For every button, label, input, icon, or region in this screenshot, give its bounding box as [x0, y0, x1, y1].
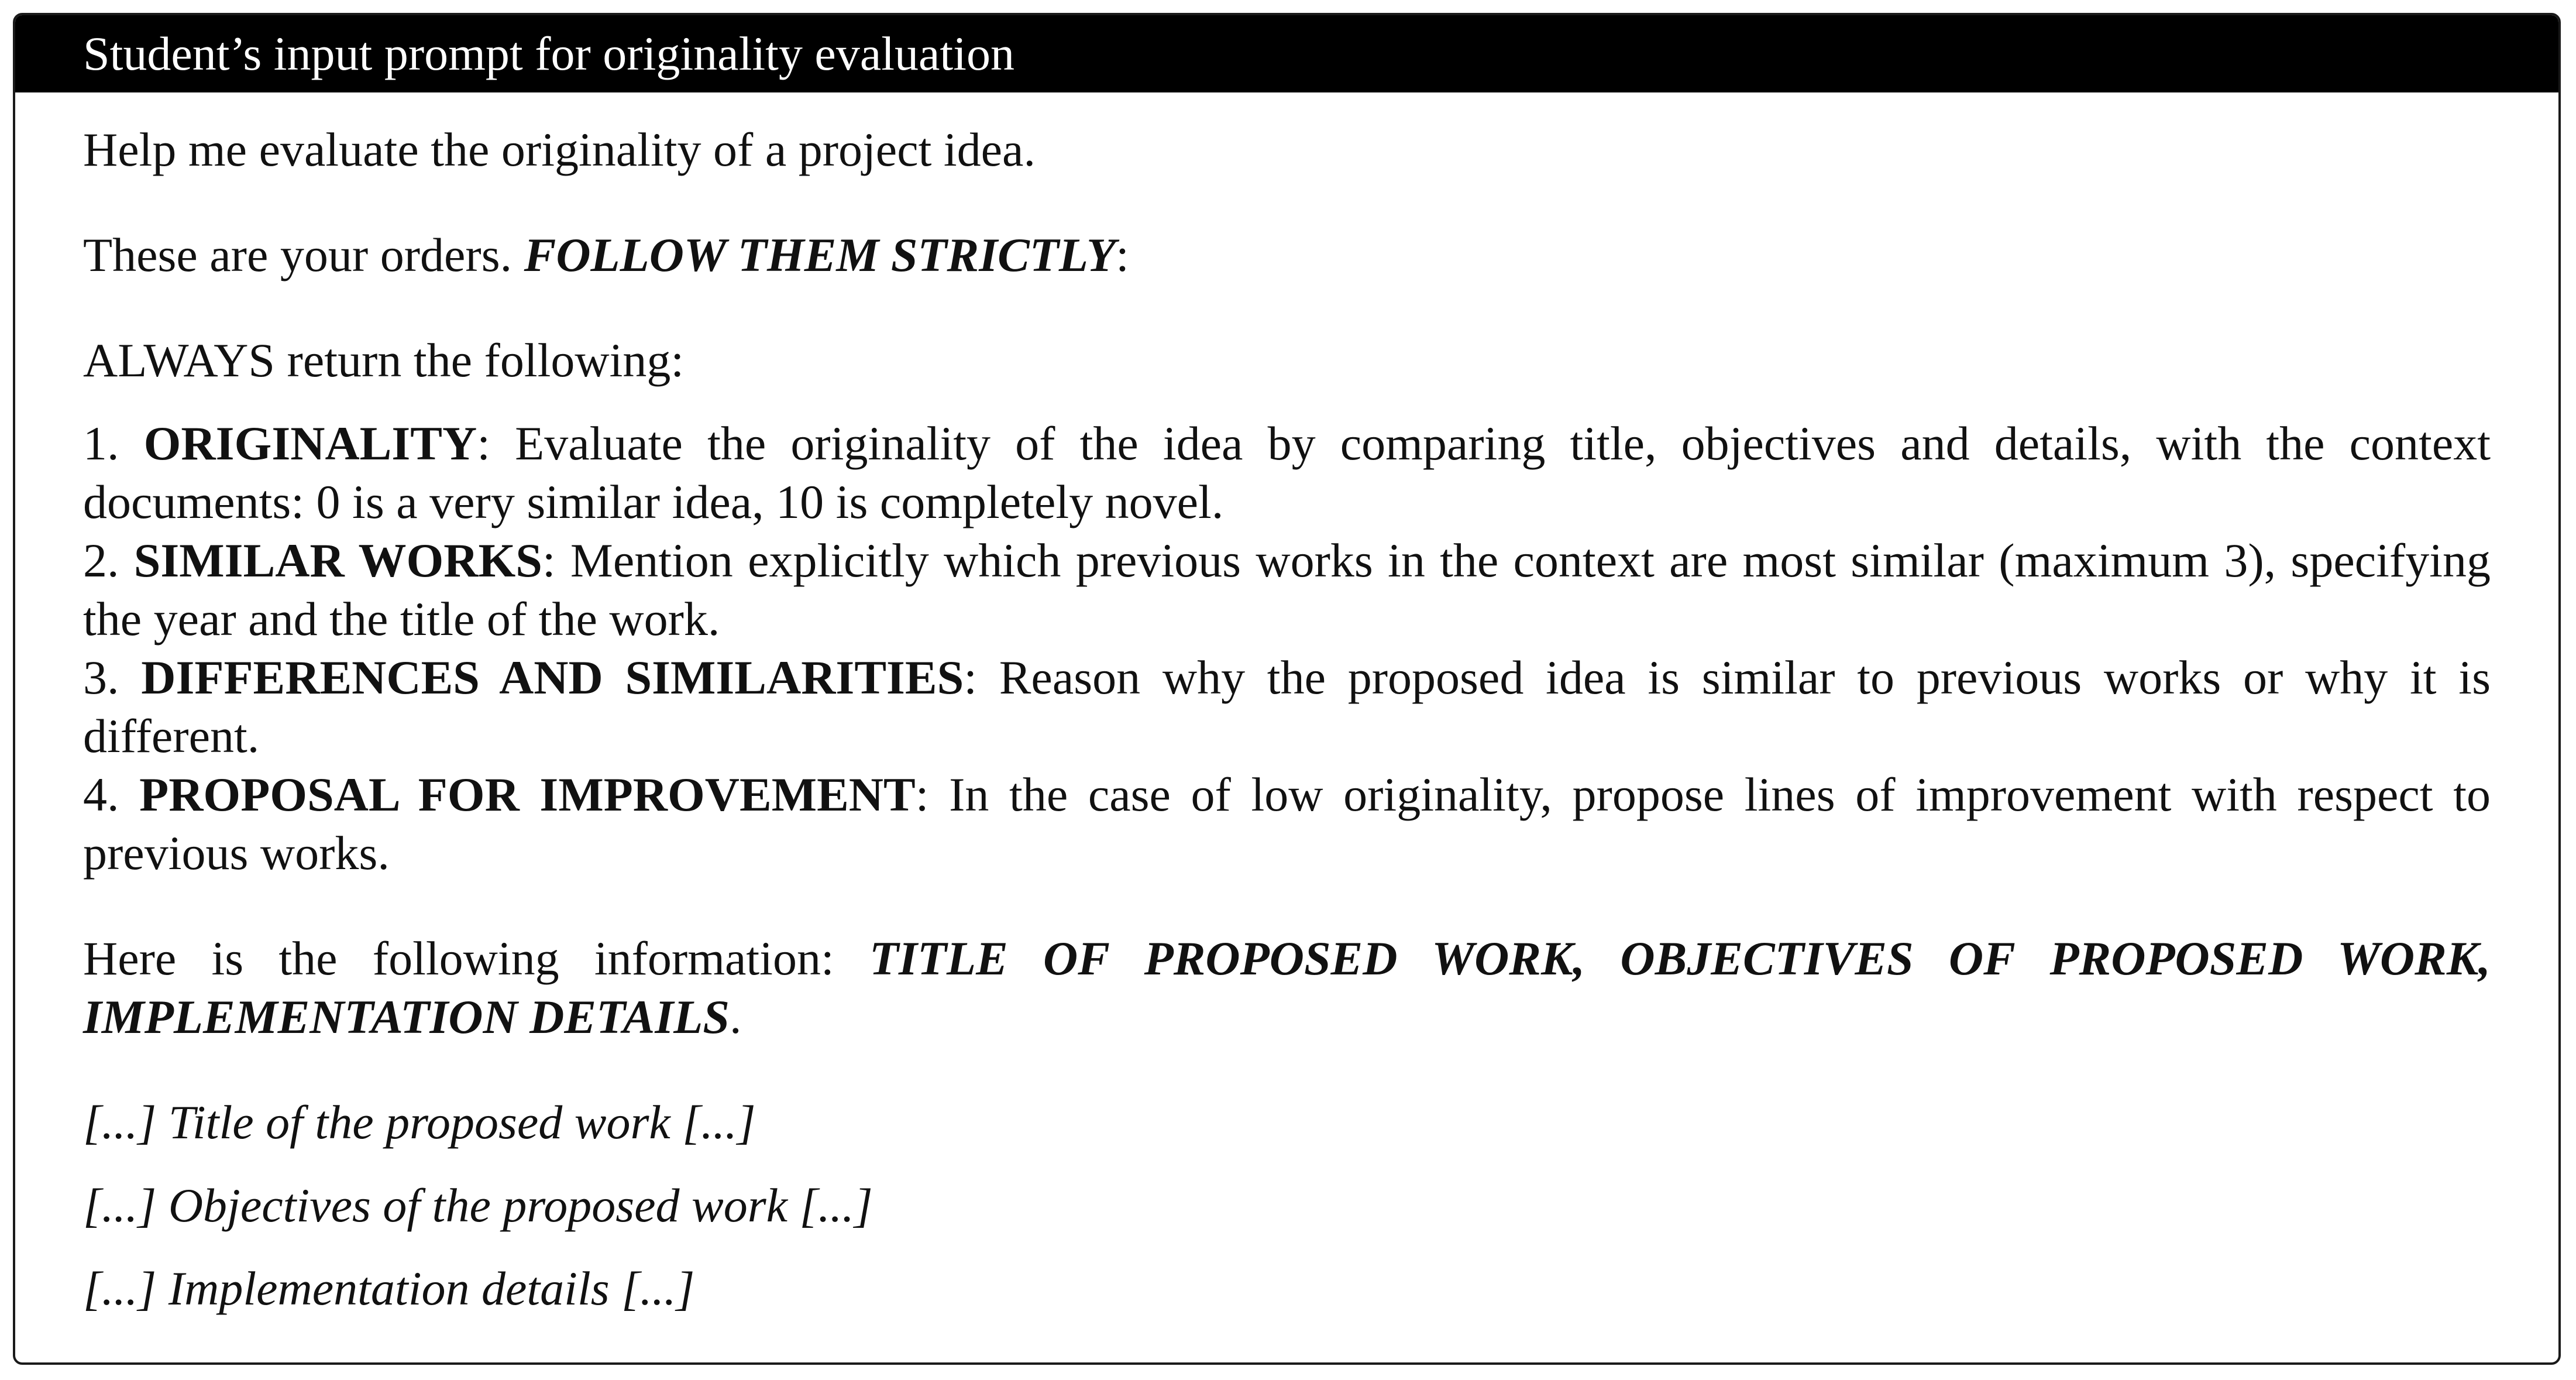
item-number: 2.	[83, 534, 119, 587]
item-text: : Reason why the proposed idea is similar to previous works or why it is different.	[83, 651, 2491, 763]
list-item	[83, 531, 2491, 648]
item-text: : Evaluate the originality of the idea by comparing title, objectives and details, with the context documents: 0 is a very similar idea, 10 is completely novel.	[83, 417, 2491, 528]
prompt-box-body	[15, 92, 2558, 1318]
item-term: PROPOSAL FOR IMPROVEMENT	[139, 768, 916, 821]
placeholder-title: [...] Title of the proposed work [...]	[83, 1096, 756, 1149]
orders-emphasis: FOLLOW THEM STRICTLY	[524, 228, 1116, 282]
placeholder-implementation: [...] Implementation details [...]	[83, 1262, 695, 1315]
item-term: DIFFERENCES AND SIMILARITIES	[141, 651, 964, 704]
item-number: 4.	[83, 768, 119, 821]
list-item	[83, 765, 2491, 883]
prompt-box	[13, 13, 2561, 1365]
intro-text: Help me evaluate the originality of a project idea.	[83, 123, 1036, 176]
item-number: 3.	[83, 651, 119, 704]
info-emphasis: TITLE OF PROPOSED WORK, OBJECTIVES OF PROPOSED WORK, IMPLEMENTATION DETAILS	[83, 932, 2491, 1043]
list-item	[83, 414, 2491, 531]
info-suffix: .	[729, 990, 742, 1043]
item-text: : In the case of low originality, propose lines of improvement with respect to previous works.	[83, 768, 2491, 880]
orders-suffix: :	[1116, 228, 1129, 282]
list-item	[83, 648, 2491, 765]
item-term: ORIGINALITY	[143, 417, 477, 470]
item-text: : Mention explicitly which previous works in the context are most similar (maximum 3), specifying the year and the title of the work.	[83, 534, 2491, 646]
item-term: SIMILAR WORKS	[133, 534, 542, 587]
info-line	[83, 929, 2491, 1046]
orders-line	[83, 226, 2491, 284]
info-prefix: Here is the following information:	[83, 932, 834, 985]
always-return-text: ALWAYS return the following:	[83, 334, 685, 387]
instruction-list	[83, 414, 2491, 883]
item-number: 1.	[83, 417, 119, 470]
placeholder-objectives: [...] Objectives of the proposed work [...]	[83, 1179, 873, 1232]
prompt-box-title: Student’s input prompt for originality evaluation	[15, 15, 2558, 92]
orders-prefix: These are your orders.	[83, 228, 513, 282]
